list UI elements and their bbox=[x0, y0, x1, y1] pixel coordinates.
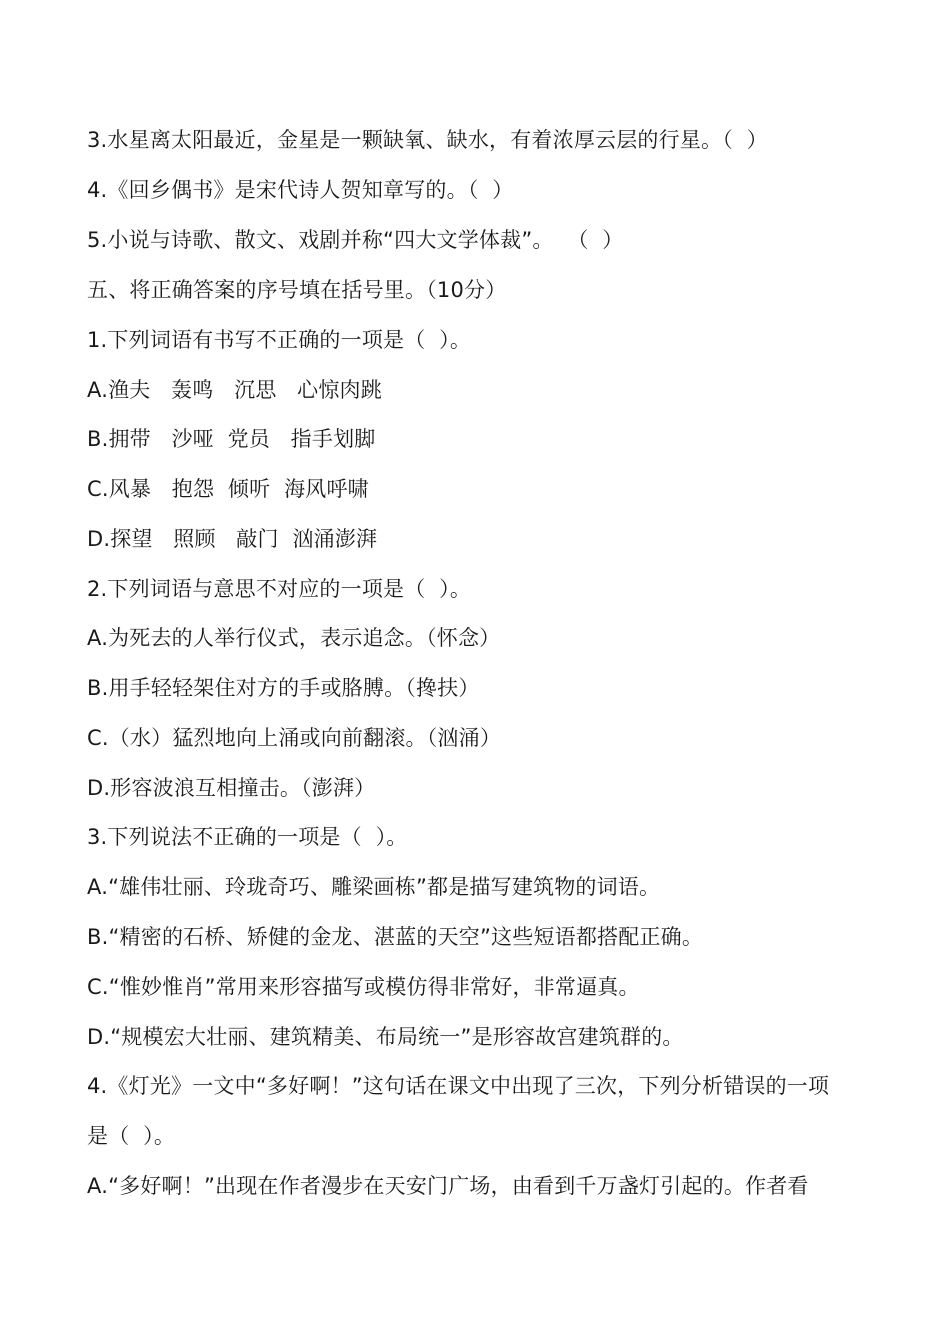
question-2-option-a: A.为死去的人举行仪式，表示追念。（怀念） bbox=[87, 626, 501, 650]
question-4-stem: 4.《灯光》一文中“多好啊！”这句话在课文中出现了三次，下列分析错误的一项 bbox=[87, 1074, 830, 1098]
item-4-4-poem-author: 4.《回乡偶书》是宋代诗人贺知章写的。（ ） bbox=[87, 178, 514, 202]
question-1-option-b: B.拥带 沙哑 党员 指手划脚 bbox=[87, 427, 376, 451]
question-3-option-b: B.“精密的石桥、矫健的金龙、湛蓝的天空”这些短语都搭配正确。 bbox=[87, 925, 704, 949]
item-4-5-literary-genres: 5.小说与诗歌、散文、戏剧并称“四大文学体裁”。 （ ） bbox=[87, 228, 624, 252]
question-1-option-c: C.风暴 抱怨 倾听 海风呼啸 bbox=[87, 477, 369, 501]
question-3-option-a: A.“雄伟壮丽、玲珑奇巧、雕梁画栋”都是描写建筑物的词语。 bbox=[87, 875, 661, 899]
question-2-option-c: C.（水）猛烈地向上涌或向前翻滚。（汹涌） bbox=[87, 726, 502, 750]
question-1-option-a: A.渔夫 轰鸣 沉思 心惊肉跳 bbox=[87, 378, 382, 402]
question-1-stem: 1.下列词语有书写不正确的一项是（ ）。 bbox=[87, 328, 472, 352]
question-3-option-d: D.“规模宏大壮丽、建筑精美、布局统一”是形容故宫建筑群的。 bbox=[87, 1025, 684, 1049]
question-2-option-b: B.用手轻轻架住对方的手或胳膊。（搀扶） bbox=[87, 676, 480, 700]
question-4-stem-continued: 是（ ）。 bbox=[87, 1124, 176, 1148]
question-4-option-a: A.“多好啊！”出现在作者漫步在天安门广场，由看到千万盏灯引起的。作者看 bbox=[87, 1174, 809, 1198]
question-3-stem: 3.下列说法不正确的一项是（ ）。 bbox=[87, 825, 408, 849]
question-2-stem: 2.下列词语与意思不对应的一项是（ ）。 bbox=[87, 577, 472, 601]
question-2-option-d: D.形容波浪互相撞击。（澎湃） bbox=[87, 776, 376, 800]
question-1-option-d: D.探望 照顾 敲门 汹涌澎湃 bbox=[87, 527, 378, 551]
question-3-option-c: C.“惟妙惟肖”常用来形容描写或模仿得非常好，非常逼真。 bbox=[87, 975, 640, 999]
section-5-heading: 五、将正确答案的序号填在括号里。（10分） bbox=[87, 278, 507, 302]
item-4-3-mercury-venus: 3.水星离太阳最近，金星是一颗缺氧、缺水，有着浓厚云层的行星。（ ） bbox=[87, 128, 768, 152]
